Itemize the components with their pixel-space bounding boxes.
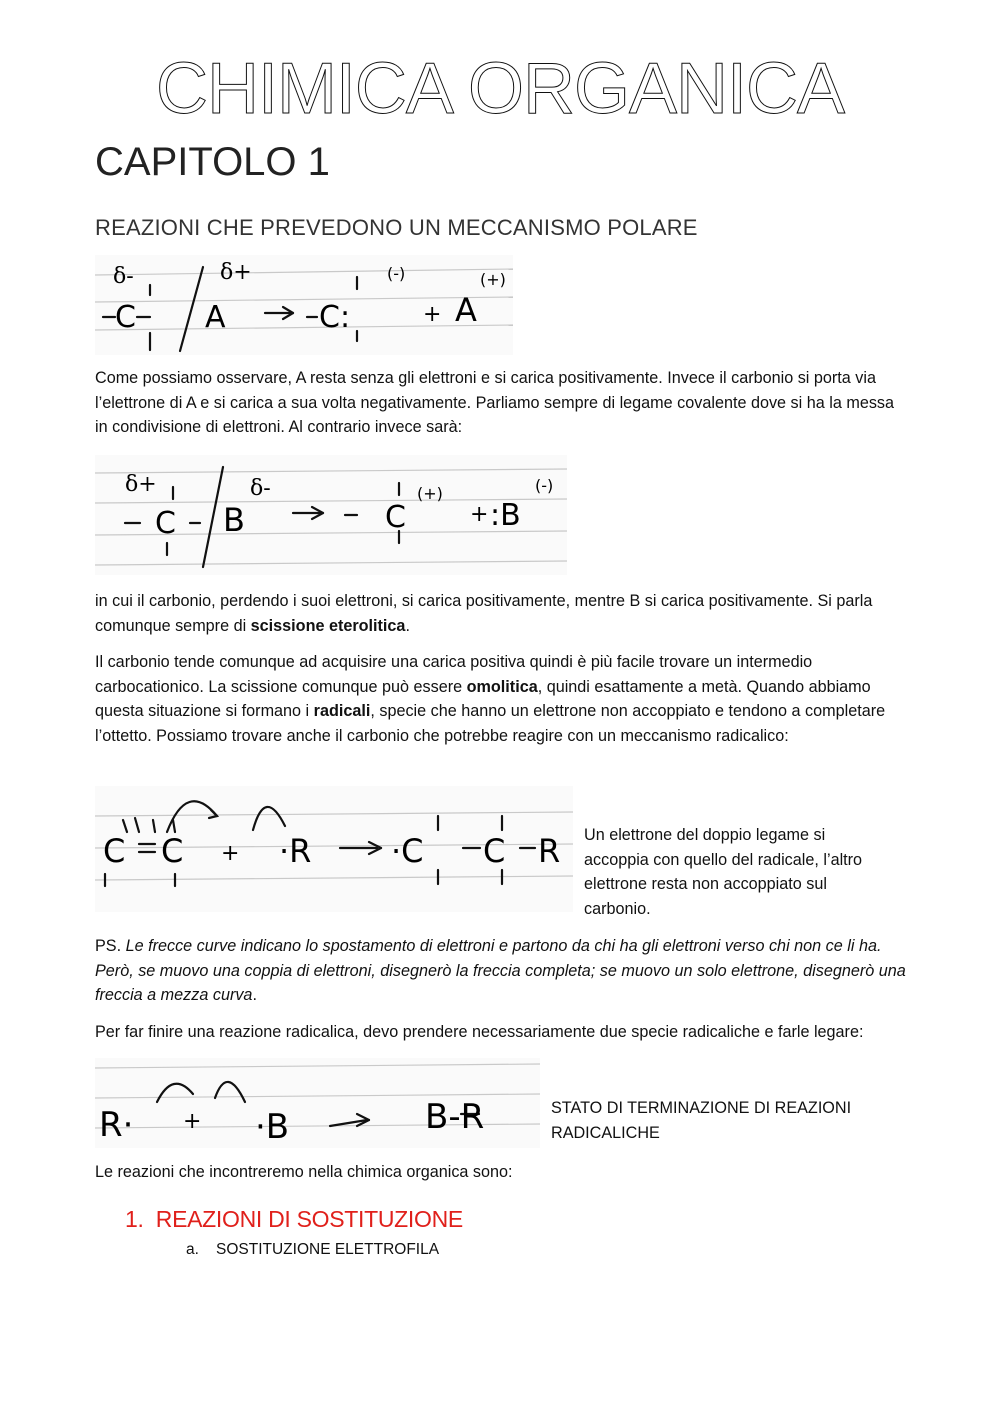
sketch-2-atom-b: B [223,501,245,539]
chapter-heading: CAPITOLO 1 [95,140,330,184]
sketch-1-atom-a-product: A [455,291,477,329]
sketch-1-carbon: C [115,300,136,335]
sketch-2-carbocation: C [385,500,406,535]
sketch-3-radical-r: ·R [279,832,312,870]
sketch-3-radical-carbon: ·C [391,832,424,870]
sketch-1-plus: + [423,302,442,327]
paragraph-2 [95,589,910,638]
sketch-4-drawing [95,1058,540,1148]
sketch-1-charge-plus: (+) [480,270,506,289]
side-note-radical: Un elettrone del doppio legame si accoppia con quello del radicale, l’altro elettrone resta non accoppiato sul carbonio. [584,826,863,918]
list-number: 1. [125,1206,144,1232]
ps-label: PS. [95,937,126,955]
sketch-2-b-anion: :B [490,498,521,533]
term-homolytic: omolitica [466,677,538,696]
sketch-3-carbon-1: C [103,832,126,870]
sketch-3-drawing [95,786,573,912]
paragraph-1: Come possiamo osservare, A resta senza gli elettroni e si carica positivamente. Invece il carbonio si porta via l’elettrone di A e si carica a sua volta negativamente. Parliamo sempre di legame covalente dove si ha la messa in condivisione di elettroni. Al contrario invece sarà: [95,369,895,436]
paragraph-3-text-3: , specie che hanno un elettrone non accoppiato e tendono a completare l’ottetto. Possiamo trovare anche il carbonio che potrebbe reagire con un meccanismo radicalico: [95,702,886,745]
paragraph-3 [95,650,910,748]
sketch-2-charge-minus: (-) [535,476,554,495]
paragraph-3-text-1: Il carbonio tende comunque ad acquisire una carica positiva quindi è più facile trovare un intermedio carbocationico. La scissione comunque può essere [95,653,813,696]
sketch-2-delta-minus: δ- [250,476,271,501]
sketch-1-drawing [95,255,513,355]
sketch-4-radical-r: R· [99,1105,134,1145]
sketch-2-plus: + [470,502,489,527]
sketch-1-delta-plus: δ+ [220,260,252,285]
term-radicals: radicali [313,702,371,720]
section-heading: REAZIONI CHE PREVEDONO UN MECCANISMO POLARE [95,215,698,240]
sketch-2-carbon: C [155,506,176,541]
sketch-1-charge-minus: (-) [387,264,406,283]
sketch-4-product: B-R [425,1097,485,1137]
sketch-3-plus: + [221,841,240,866]
reaction-sketch-3 [95,786,573,912]
sketch-3-carbon-4: C [483,832,506,870]
page-title: CHIMICA ORGANICA [155,49,845,129]
paragraph-3-text-2: , quindi esattamente a metà. Quando abbiamo questa situazione si formano i [95,677,871,720]
sketch-4-plus: + [183,1109,202,1134]
sketch-2-delta-plus: δ+ [125,472,157,497]
sketch-2-charge-plus: (+) [417,484,443,503]
sketch-1-atom-a: A [205,300,226,335]
list-subitem-electrophilic [186,1241,439,1259]
reaction-sketch-2 [95,455,567,575]
ps-end: . [252,986,257,1004]
list-sub-marker: a. [186,1241,199,1258]
list-sub-text: SOSTITUZIONE ELETTROFILA [216,1241,440,1258]
paragraph-2-text: in cui il carbonio, perdendo i suoi elettroni, si carica positivamente, mentre B si carica positivamente. Si parla comunque sempre di [95,592,873,635]
reaction-sketch-1 [95,255,513,355]
sketch-2-drawing [95,455,567,575]
ps-text: Le frecce curve indicano lo spostamento di elettroni e partono da chi ha gli elettroni verso chi non ce li ha. Però, se muovo una coppia di elettroni, disegnerò la freccia completa; se muovo un solo elettrone, disegnerò una freccia a mezza curva [95,937,906,1004]
sketch-1-carbanion: C: [319,300,351,335]
paragraph-4: Per far finire una reazione radicalica, devo prendere necessariamente due specie radicaliche e farle legare: [95,1023,864,1041]
paragraph-5: Le reazioni che incontreremo nella chimica organica sono: [95,1163,513,1181]
ps-note [95,934,910,1008]
side-note-termination: STATO DI TERMINAZIONE DI REAZIONI RADICALICHE [551,1099,852,1142]
list-heading-text: REAZIONI DI SOSTITUZIONE [155,1206,463,1232]
reaction-sketch-4 [95,1058,540,1148]
term-heterolytic: scissione eterolitica [250,616,406,635]
list-heading-substitution [125,1206,463,1233]
sketch-3-r: R [538,832,561,870]
sketch-1-delta-minus: δ- [113,264,134,289]
sketch-3-carbon-2: C [161,832,184,870]
sketch-4-radical-b: ·B [255,1107,290,1147]
paragraph-2-end: . [405,616,410,635]
